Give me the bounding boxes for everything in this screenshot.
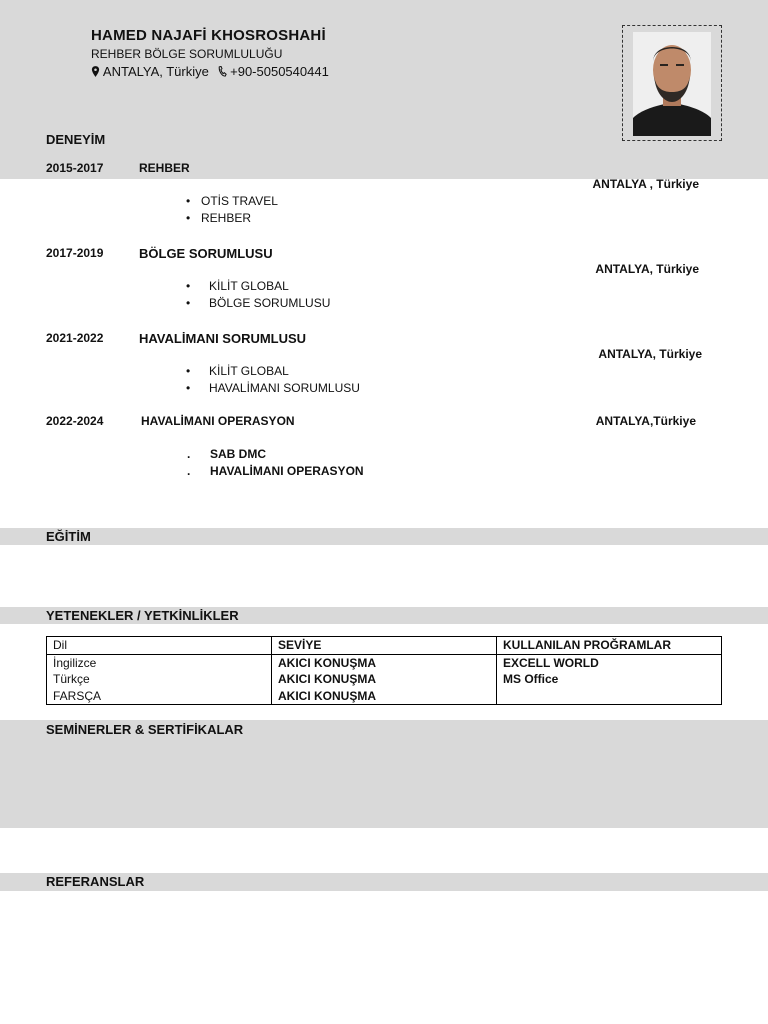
column-header: SEVİYE [272,637,497,655]
levels-cell [272,654,497,705]
location-text: ANTALYA, Türkiye [102,64,209,79]
profile-photo-frame [622,25,722,141]
experience-role: HAVALİMANI SORUMLUSU [139,331,307,346]
level: AKICI KONUŞMA [278,688,376,703]
list-item: • HAVALİMANI SORUMLUSU [186,381,360,395]
table-header-row [47,637,722,655]
experience-details [186,278,330,312]
experience-years: 2017-2019 [46,246,104,260]
experience-years: 2022-2024 [46,414,104,428]
list-item: • KİLİT GLOBAL [186,364,289,378]
phone-text: +90-5050540441 [230,64,329,79]
seminars-heading: SEMİNERLER & SERTİFİKALAR [46,722,244,737]
level: AKICI KONUŞMA [278,672,376,686]
map-pin-icon [91,66,100,77]
list-item: • OTİS TRAVEL [186,194,278,208]
phone-icon [217,66,227,77]
experience-location: ANTALYA, Türkiye [598,347,702,361]
experience-details [186,363,360,397]
experience-years: 2015-2017 [46,161,104,175]
experience-role: HAVALİMANI OPERASYON [141,414,295,428]
column-header: Dil [47,637,272,655]
experience-role: REHBER [139,161,190,175]
skills-heading: YETENEKLER / YETKİNLİKLER [46,608,239,623]
program: EXCELL WORLD [503,655,599,670]
list-item: • REHBER [186,211,252,225]
list-item: . HAVALİMANI OPERASYON [187,464,364,478]
experience-heading: DENEYİM [46,132,106,147]
portrait-image [633,32,711,136]
experience-location: ANTALYA,Türkiye [595,414,696,428]
languages-cell [47,654,272,705]
column-header: KULLANILAN PROĞRAMLAR [497,637,722,655]
language: Türkçe [53,672,90,686]
level: AKICI KONUŞMA [278,655,376,670]
list-item: • BÖLGE SORUMLUSU [186,296,331,310]
experience-details [187,446,364,480]
references-heading: REFERANSLAR [46,874,145,889]
profile-photo [633,32,711,136]
skills-table [46,636,722,705]
list-item: . SAB DMC [187,447,266,461]
education-band [0,528,768,545]
experience-details [186,193,278,227]
list-item: • KİLİT GLOBAL [186,279,289,293]
person-name: HAMED NAJAFİ KHOSROSHAHİ [91,27,326,44]
person-title: REHBER BÖLGE SORUMLULUĞU [91,47,283,61]
language: FARSÇA [53,688,102,703]
education-heading: EĞİTİM [46,529,91,544]
experience-location: ANTALYA, Türkiye [595,262,699,276]
program: MS Office [503,672,559,686]
experience-role: BÖLGE SORUMLUSU [139,246,273,261]
table-row [47,654,722,705]
experience-years: 2021-2022 [46,331,104,345]
language: İngilizce [53,655,97,670]
experience-location: ANTALYA , Türkiye [592,177,699,191]
programs-cell [497,654,722,705]
contact-line [91,64,329,79]
